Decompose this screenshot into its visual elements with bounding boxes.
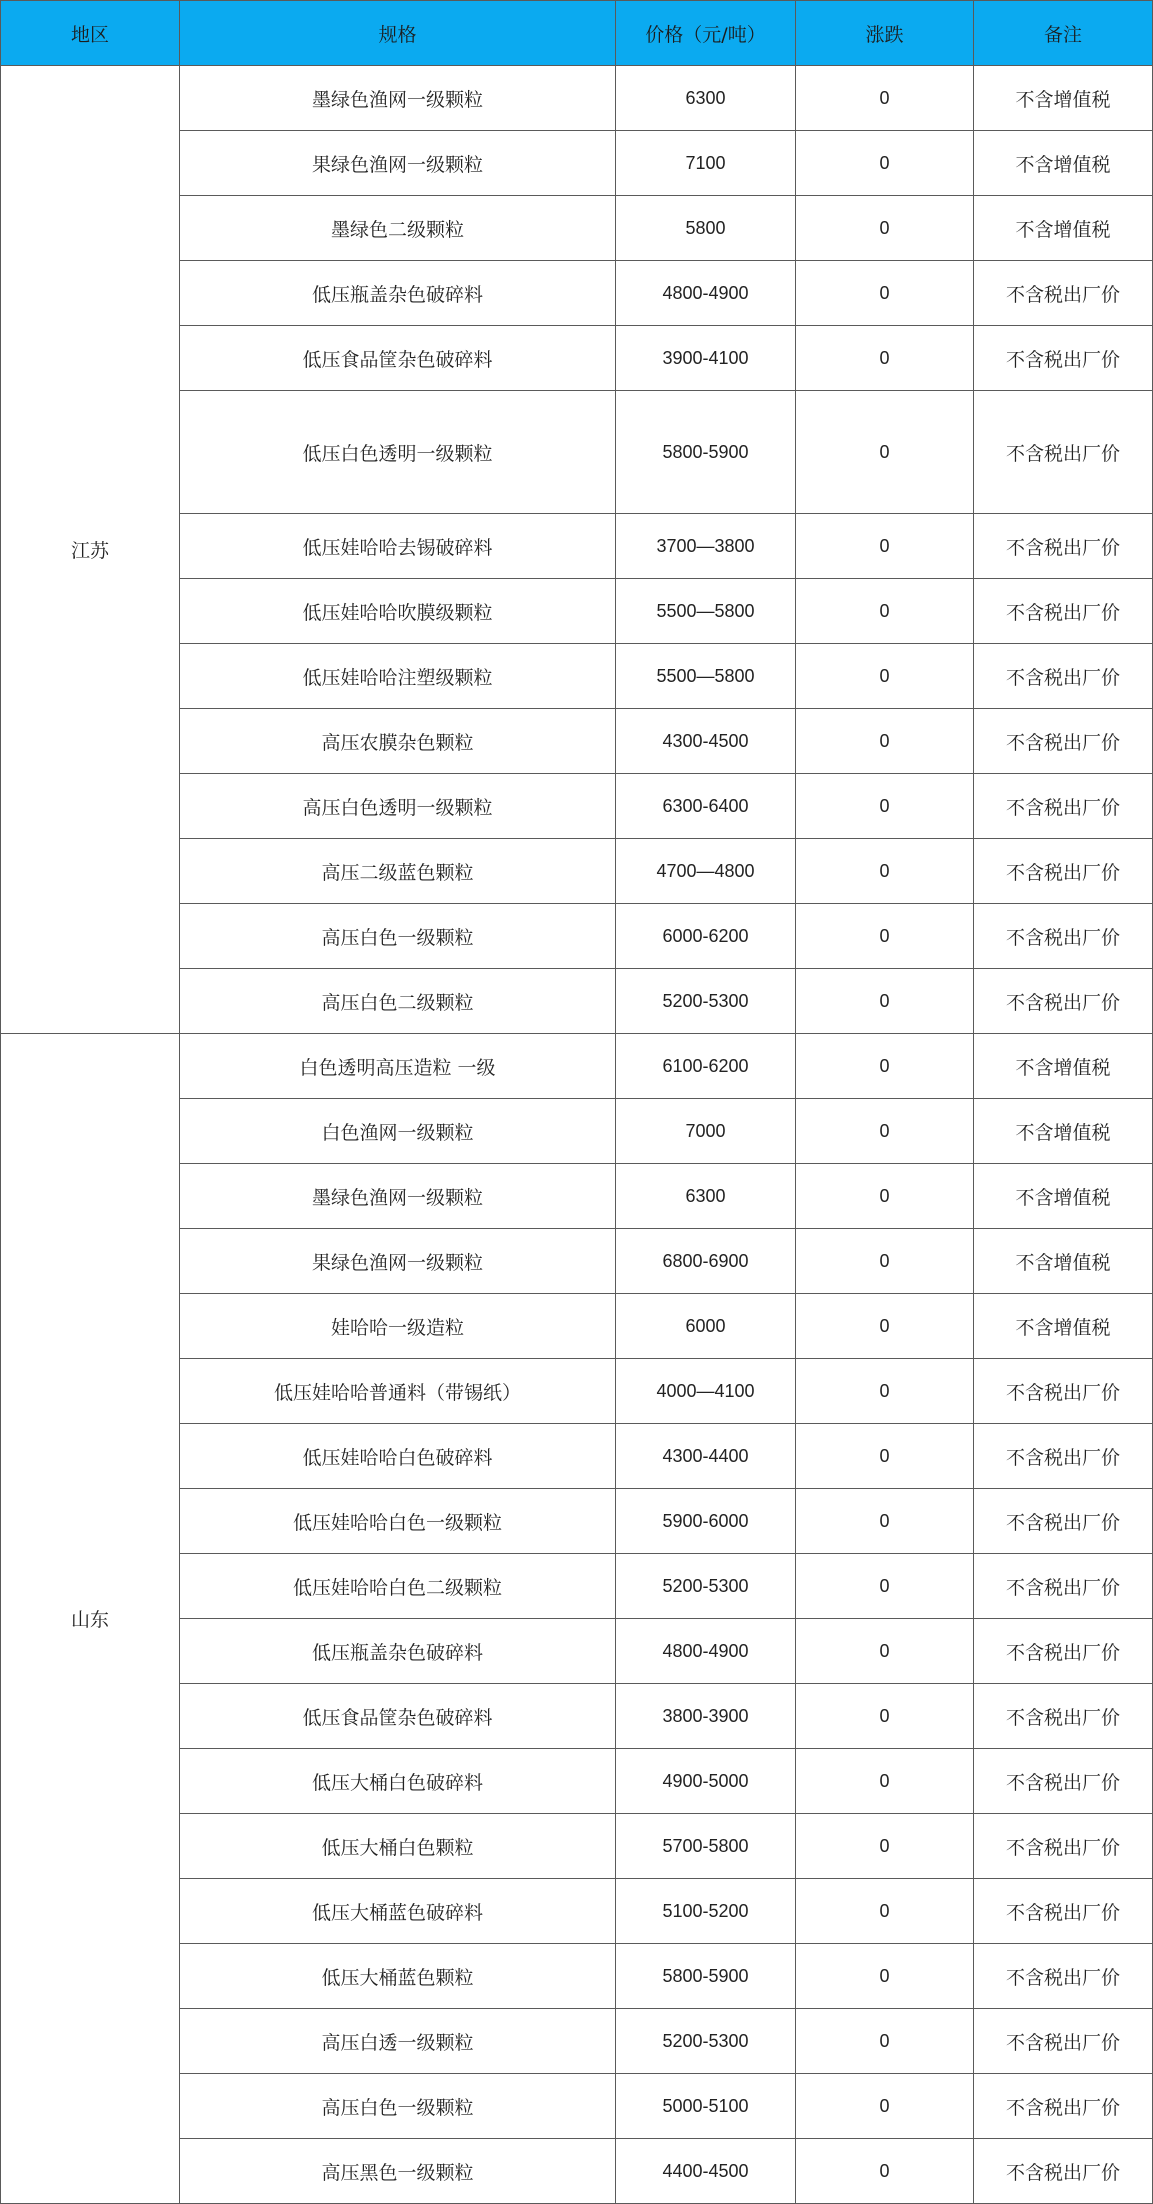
spec-cell: 低压瓶盖杂色破碎料: [180, 1619, 616, 1684]
spec-cell: 墨绿色二级颗粒: [180, 196, 616, 261]
change-cell: 0: [796, 1944, 974, 2009]
price-cell: 6000: [616, 1294, 796, 1359]
spec-cell: 低压大桶白色颗粒: [180, 1814, 616, 1879]
spec-cell: 低压大桶蓝色颗粒: [180, 1944, 616, 2009]
change-cell: 0: [796, 391, 974, 514]
price-cell: 4700—4800: [616, 839, 796, 904]
change-cell: 0: [796, 1554, 974, 1619]
change-cell: 0: [796, 1684, 974, 1749]
spec-cell: 高压白色一级颗粒: [180, 2074, 616, 2139]
note-cell: 不含税出厂价: [974, 969, 1153, 1034]
price-cell: 5200-5300: [616, 2009, 796, 2074]
change-cell: 0: [796, 1229, 974, 1294]
spec-cell: 低压瓶盖杂色破碎料: [180, 261, 616, 326]
table-body: [1, 66, 1153, 2204]
price-cell: 5200-5300: [616, 969, 796, 1034]
spec-cell: 低压娃哈哈白色二级颗粒: [180, 1554, 616, 1619]
price-cell: 6300: [616, 1164, 796, 1229]
header-spec: 规格: [180, 1, 616, 66]
note-cell: 不含增值税: [974, 131, 1153, 196]
note-cell: 不含税出厂价: [974, 904, 1153, 969]
price-cell: 4900-5000: [616, 1749, 796, 1814]
change-cell: 0: [796, 2074, 974, 2139]
spec-cell: 低压食品筐杂色破碎料: [180, 326, 616, 391]
change-cell: 0: [796, 514, 974, 579]
change-cell: 0: [796, 1814, 974, 1879]
price-cell: 3700—3800: [616, 514, 796, 579]
spec-cell: 低压娃哈哈白色破碎料: [180, 1424, 616, 1489]
note-cell: 不含税出厂价: [974, 326, 1153, 391]
spec-cell: 低压娃哈哈白色一级颗粒: [180, 1489, 616, 1554]
change-cell: 0: [796, 1164, 974, 1229]
spec-cell: 低压娃哈哈注塑级颗粒: [180, 644, 616, 709]
note-cell: 不含税出厂价: [974, 709, 1153, 774]
spec-cell: 白色透明高压造粒 一级: [180, 1034, 616, 1099]
price-cell: 6300: [616, 66, 796, 131]
note-cell: 不含税出厂价: [974, 839, 1153, 904]
note-cell: 不含增值税: [974, 1229, 1153, 1294]
spec-cell: 低压娃哈哈吹膜级颗粒: [180, 579, 616, 644]
price-cell: 4400-4500: [616, 2139, 796, 2204]
region-cell: 山东: [1, 1034, 180, 2204]
change-cell: 0: [796, 1879, 974, 1944]
price-cell: 5800: [616, 196, 796, 261]
price-cell: 5500—5800: [616, 579, 796, 644]
spec-cell: 果绿色渔网一级颗粒: [180, 131, 616, 196]
price-cell: 4300-4500: [616, 709, 796, 774]
note-cell: 不含税出厂价: [974, 391, 1153, 514]
price-cell: 3800-3900: [616, 1684, 796, 1749]
spec-cell: 低压娃哈哈普通料（带锡纸）: [180, 1359, 616, 1424]
change-cell: 0: [796, 2009, 974, 2074]
spec-cell: 墨绿色渔网一级颗粒: [180, 66, 616, 131]
price-cell: 4000—4100: [616, 1359, 796, 1424]
price-cell: 5200-5300: [616, 1554, 796, 1619]
note-cell: 不含税出厂价: [974, 644, 1153, 709]
change-cell: 0: [796, 709, 974, 774]
table-header: [1, 1, 1153, 66]
note-cell: 不含税出厂价: [974, 1619, 1153, 1684]
note-cell: 不含税出厂价: [974, 2139, 1153, 2204]
change-cell: 0: [796, 644, 974, 709]
header-row: [1, 1, 1153, 66]
note-cell: 不含税出厂价: [974, 2074, 1153, 2139]
change-cell: 0: [796, 1424, 974, 1489]
header-note: 备注: [974, 1, 1153, 66]
spec-cell: 墨绿色渔网一级颗粒: [180, 1164, 616, 1229]
note-cell: 不含税出厂价: [974, 1814, 1153, 1879]
spec-cell: 低压食品筐杂色破碎料: [180, 1684, 616, 1749]
spec-cell: 高压白透一级颗粒: [180, 2009, 616, 2074]
note-cell: 不含税出厂价: [974, 514, 1153, 579]
change-cell: 0: [796, 904, 974, 969]
note-cell: 不含税出厂价: [974, 1554, 1153, 1619]
note-cell: 不含增值税: [974, 1294, 1153, 1359]
spec-cell: 娃哈哈一级造粒: [180, 1294, 616, 1359]
spec-cell: 高压白色透明一级颗粒: [180, 774, 616, 839]
table-row: [1, 1034, 1153, 1099]
change-cell: 0: [796, 261, 974, 326]
note-cell: 不含增值税: [974, 1164, 1153, 1229]
price-cell: 5800-5900: [616, 1944, 796, 2009]
price-cell: 7100: [616, 131, 796, 196]
note-cell: 不含税出厂价: [974, 1879, 1153, 1944]
change-cell: 0: [796, 1359, 974, 1424]
note-cell: 不含税出厂价: [974, 2009, 1153, 2074]
price-cell: 4800-4900: [616, 1619, 796, 1684]
price-cell: 3900-4100: [616, 326, 796, 391]
spec-cell: 高压黑色一级颗粒: [180, 2139, 616, 2204]
price-cell: 5800-5900: [616, 391, 796, 514]
note-cell: 不含增值税: [974, 1034, 1153, 1099]
price-cell: 5100-5200: [616, 1879, 796, 1944]
note-cell: 不含增值税: [974, 1099, 1153, 1164]
note-cell: 不含税出厂价: [974, 774, 1153, 839]
note-cell: 不含增值税: [974, 196, 1153, 261]
spec-cell: 果绿色渔网一级颗粒: [180, 1229, 616, 1294]
change-cell: 0: [796, 131, 974, 196]
spec-cell: 低压大桶蓝色破碎料: [180, 1879, 616, 1944]
note-cell: 不含税出厂价: [974, 1359, 1153, 1424]
header-region: 地区: [1, 1, 180, 66]
change-cell: 0: [796, 66, 974, 131]
price-cell: 5500—5800: [616, 644, 796, 709]
spec-cell: 高压农膜杂色颗粒: [180, 709, 616, 774]
change-cell: 0: [796, 1489, 974, 1554]
price-cell: 6000-6200: [616, 904, 796, 969]
spec-cell: 高压二级蓝色颗粒: [180, 839, 616, 904]
change-cell: 0: [796, 326, 974, 391]
note-cell: 不含税出厂价: [974, 261, 1153, 326]
price-cell: 6300-6400: [616, 774, 796, 839]
change-cell: 0: [796, 1294, 974, 1359]
change-cell: 0: [796, 774, 974, 839]
spec-cell: 高压白色一级颗粒: [180, 904, 616, 969]
price-cell: 5900-6000: [616, 1489, 796, 1554]
note-cell: 不含税出厂价: [974, 1489, 1153, 1554]
price-cell: 4800-4900: [616, 261, 796, 326]
change-cell: 0: [796, 1034, 974, 1099]
header-change: 涨跌: [796, 1, 974, 66]
price-cell: 4300-4400: [616, 1424, 796, 1489]
price-cell: 5000-5100: [616, 2074, 796, 2139]
change-cell: 0: [796, 1099, 974, 1164]
change-cell: 0: [796, 969, 974, 1034]
spec-cell: 白色渔网一级颗粒: [180, 1099, 616, 1164]
change-cell: 0: [796, 579, 974, 644]
change-cell: 0: [796, 2139, 974, 2204]
spec-cell: 低压大桶白色破碎料: [180, 1749, 616, 1814]
change-cell: 0: [796, 839, 974, 904]
note-cell: 不含增值税: [974, 66, 1153, 131]
price-cell: 7000: [616, 1099, 796, 1164]
price-cell: 5700-5800: [616, 1814, 796, 1879]
spec-cell: 高压白色二级颗粒: [180, 969, 616, 1034]
price-cell: 6800-6900: [616, 1229, 796, 1294]
price-cell: 6100-6200: [616, 1034, 796, 1099]
note-cell: 不含税出厂价: [974, 1749, 1153, 1814]
spec-cell: 低压娃哈哈去锡破碎料: [180, 514, 616, 579]
table-row: [1, 66, 1153, 131]
spec-cell: 低压白色透明一级颗粒: [180, 391, 616, 514]
note-cell: 不含税出厂价: [974, 579, 1153, 644]
region-cell: 江苏: [1, 66, 180, 1034]
change-cell: 0: [796, 196, 974, 261]
note-cell: 不含税出厂价: [974, 1684, 1153, 1749]
header-price: 价格（元/吨）: [616, 1, 796, 66]
note-cell: 不含税出厂价: [974, 1944, 1153, 2009]
change-cell: 0: [796, 1749, 974, 1814]
change-cell: 0: [796, 1619, 974, 1684]
note-cell: 不含税出厂价: [974, 1424, 1153, 1489]
